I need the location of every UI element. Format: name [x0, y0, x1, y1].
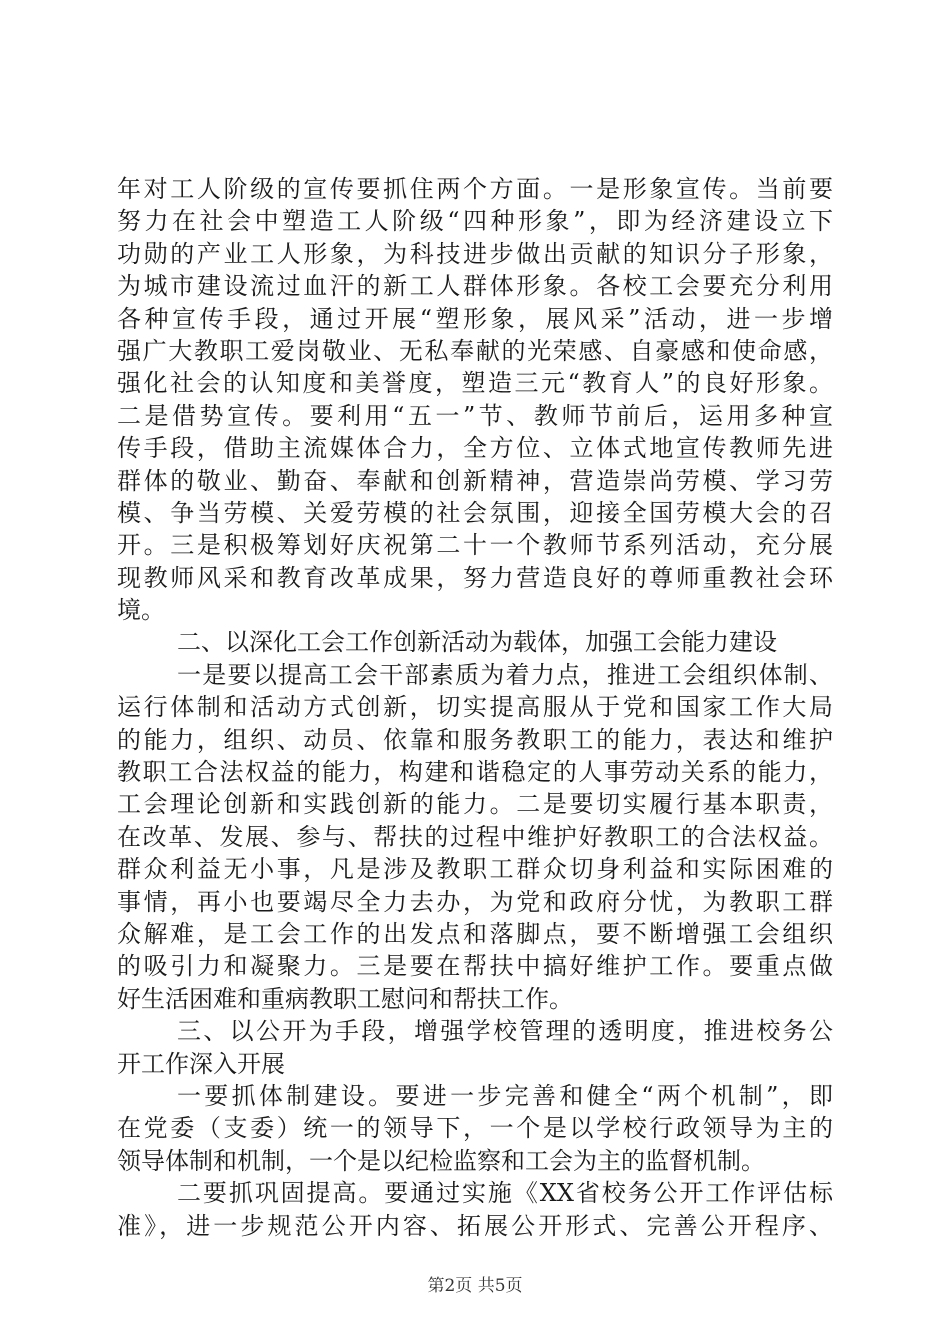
text-line: 准》，进一步规范公开内容、拓展公开形式、完善公开程序、 [117, 1211, 833, 1240]
text-line: 二、以深化工会工作创新活动为载体，加强工会能力建设 [177, 628, 777, 657]
text-line: 群体的敬业、勤奋、奉献和创新精神，营造崇尚劳模、学习劳 [117, 466, 833, 495]
text-line: 的能力，组织、动员、依靠和服务教职工的能力，表达和维护 [117, 725, 833, 754]
text-line: 为城市建设流过血汗的新工人群体形象。各校工会要充分利用 [117, 272, 833, 301]
text-line: 一是要以提高工会干部素质为着力点，推进工会组织体制、 [177, 660, 833, 689]
text-line: 事情，再小也要竭尽全力去办，为党和政府分忧，为教职工群 [117, 887, 833, 916]
text-line: 群众利益无小事，凡是涉及教职工群众切身利益和实际困难的 [117, 855, 833, 884]
text-line: 二要抓巩固提高。要通过实施《XX省校务公开工作评估标 [177, 1179, 833, 1208]
text-line: 好生活困难和重病教职工慰问和帮扶工作。 [117, 984, 573, 1013]
text-line: 强化社会的认知度和美誉度，塑造三元“教育人”的良好形象。 [117, 369, 833, 398]
text-line: 三、以公开为手段，增强学校管理的透明度，推进校务公 [177, 1017, 833, 1046]
page-footer: 第2页 共5页 [427, 1276, 523, 1296]
text-line: 二是借势宣传。要利用“五一”节、教师节前后，运用多种宣 [117, 401, 833, 430]
text-line: 的吸引力和凝聚力。三是要在帮扶中搞好维护工作。要重点做 [117, 952, 833, 981]
text-line: 开工作深入开展 [117, 1049, 285, 1078]
text-line: 工会理论创新和实践创新的能力。二是要切实履行基本职责， [117, 790, 833, 819]
text-line: 在党委（支委）统一的领导下，一个是以学校行政领导为主的 [117, 1114, 833, 1143]
text-line: 各种宣传手段，通过开展“塑形象，展风采”活动，进一步增 [117, 304, 833, 333]
text-line: 现教师风采和教育改革成果，努力营造良好的尊师重教社会环 [117, 563, 833, 592]
document-body [117, 173, 833, 1242]
text-line: 领导体制和机制，一个是以纪检监察和工会为主的监督机制。 [117, 1146, 765, 1175]
text-line: 强广大教职工爱岗敬业、无私奉献的光荣感、自豪感和使命感， [117, 336, 833, 365]
text-line: 努力在社会中塑造工人阶级“四种形象”，即为经济建设立下 [117, 207, 833, 236]
text-line: 运行体制和活动方式创新，切实提高服从于党和国家工作大局 [117, 693, 833, 722]
text-line: 境。 [117, 596, 165, 625]
text-line: 众解难，是工会工作的出发点和落脚点，要不断增强工会组织 [117, 919, 833, 948]
text-line: 功勋的产业工人形象，为科技进步做出贡献的知识分子形象， [117, 239, 833, 268]
text-line: 教职工合法权益的能力，构建和谐稳定的人事劳动关系的能力， [117, 758, 833, 787]
text-line: 开。三是积极筹划好庆祝第二十一个教师节系列活动，充分展 [117, 531, 833, 560]
text-line: 年对工人阶级的宣传要抓住两个方面。一是形象宣传。当前要 [117, 175, 833, 203]
text-line: 模、争当劳模、关爱劳模的社会氛围，迎接全国劳模大会的召 [117, 498, 833, 527]
text-line: 在改革、发展、参与、帮扶的过程中维护好教职工的合法权益。 [117, 822, 833, 851]
text-line: 传手段，借助主流媒体合力，全方位、立体式地宣传教师先进 [117, 434, 833, 463]
text-line: 一要抓体制建设。要进一步完善和健全“两个机制”，即 [177, 1081, 833, 1110]
